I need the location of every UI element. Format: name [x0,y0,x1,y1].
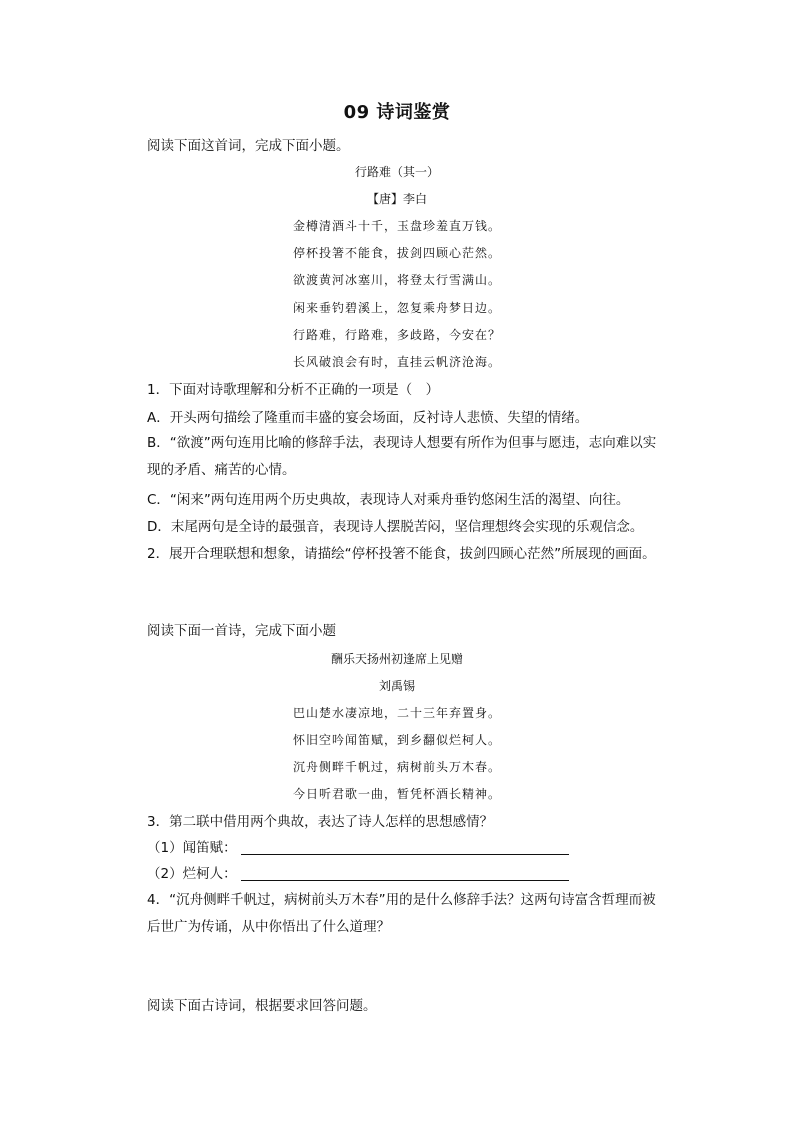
poem2-line: 怀旧空吟闻笛赋，到乡翻似烂柯人。 [292,733,501,747]
poem1-line: 欲渡黄河冰塞川，将登太行雪满山。 [292,273,501,287]
section2-intro: 阅读下面一首诗，完成下面小题 [147,623,336,639]
answer-blank-1[interactable] [241,840,569,855]
question-2: 2．展开合理联想和想象，请描绘“停杯投箸不能食，拔剑四顾心茫然”所展现的画面。 [147,546,656,562]
section3-intro: 阅读下面古诗词，根据要求回答问题。 [147,998,377,1014]
poem1-line: 闲来垂钓碧溪上，忽复乘舟梦日边。 [292,301,501,315]
question-3-part2 [147,864,569,884]
question-3-part2-label: （2）烂柯人： [147,866,237,882]
poem2-title: 酬乐天扬州初逢席上见赠 [330,652,463,666]
poem1-line: 长风破浪会有时，直挂云帆济沧海。 [292,355,501,369]
poem1-line: 停杯投箸不能食，拔剑四顾心茫然。 [292,246,501,260]
poem1-author: 【唐】李白 [366,192,427,206]
question-4: 4．“沉舟侧畔千帆过，病树前头万木春”用的是什么修辞手法？这两句诗富含哲理而被后世广为传诵，从中你悟出了什么道理？ [147,892,656,935]
poem2-line: 巴山楚水凄凉地，二十三年弃置身。 [292,706,501,720]
question-3-part1 [147,838,569,858]
option-b: B．“欲渡”两句连用比喻的修辞手法，表现诗人想要有所作为但事与愿违，志向难以实现的矛盾、痛苦的心情。 [147,435,657,478]
poem1-title: 行路难（其一） [354,165,439,179]
poem2-line: 今日听君歌一曲，暂凭杯酒长精神。 [292,787,501,801]
poem1-line: 行路难，行路难，多歧路，今安在？ [292,328,501,342]
poem2-author: 刘禹锡 [378,679,415,693]
option-d: D．末尾两句是全诗的最强音，表现诗人摆脱苦闷，坚信理想终会实现的乐观信念。 [147,519,644,535]
page-title: 09 诗词鉴赏 [343,102,451,123]
section1-intro: 阅读下面这首词，完成下面小题。 [147,138,350,154]
question-3: 3．第二联中借用两个典故，表达了诗人怎样的思想感情？ [147,814,494,830]
answer-blank-2[interactable] [241,866,569,881]
question-1: 1．下面对诗歌理解和分析不正确的一项是（ ） [147,382,440,398]
question-3-part1-label: （1）闻笛赋： [147,840,237,856]
option-a: A．开头两句描绘了隆重而丰盛的宴会场面，反衬诗人悲愤、失望的情绪。 [147,410,589,426]
poem2-line: 沉舟侧畔千帆过，病树前头万木春。 [292,760,501,774]
poem1-line: 金樽清酒斗十千，玉盘珍羞直万钱。 [292,219,501,233]
option-c: C．“闲来”两句连用两个历史典故，表现诗人对乘舟垂钓悠闲生活的渴望、向往。 [147,492,630,508]
